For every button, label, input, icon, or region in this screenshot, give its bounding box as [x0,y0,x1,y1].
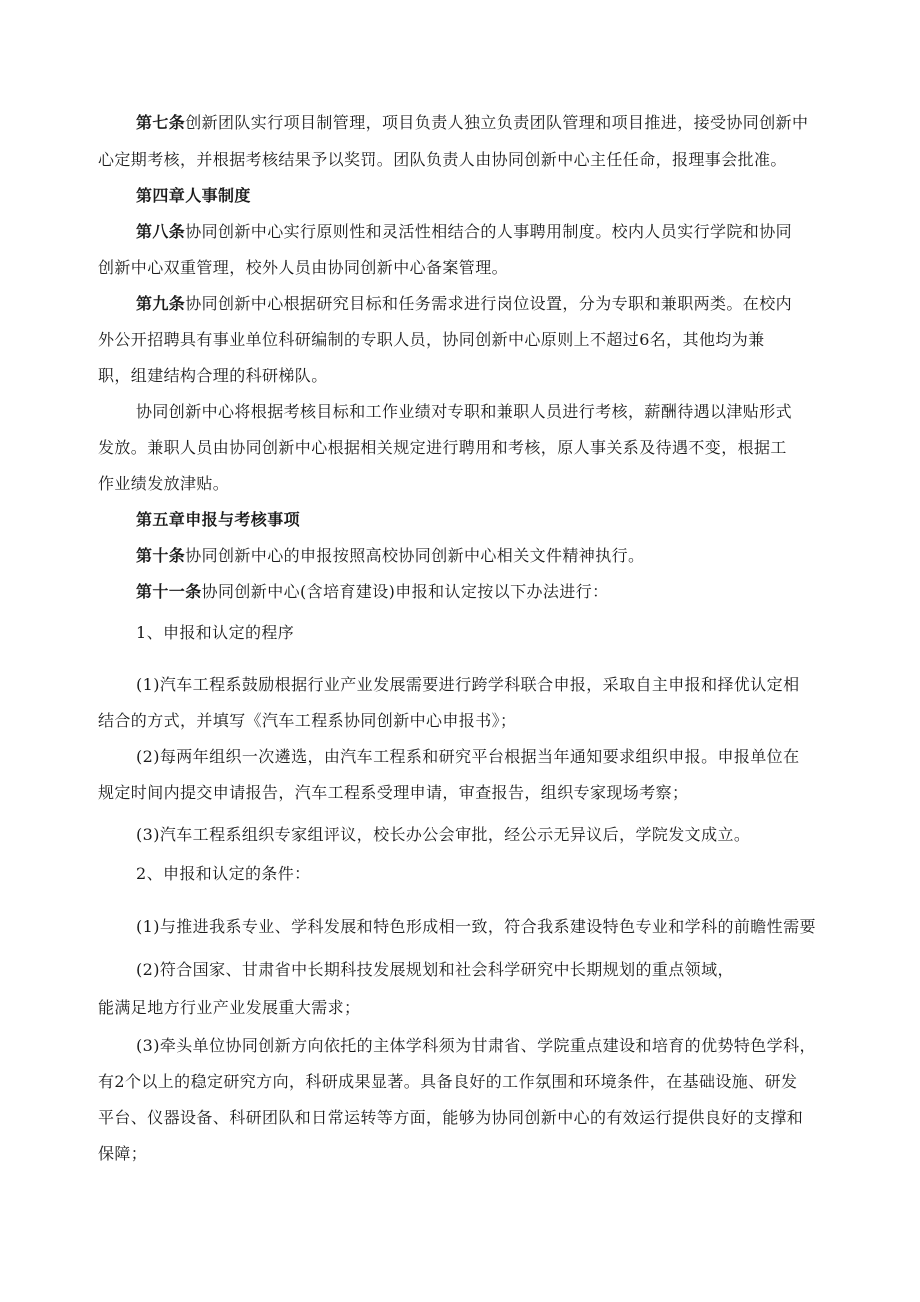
section-1-item-1-line-2: 结合的方式，并填写《汽车工程系协同创新中心申报书》； [98,711,517,730]
article-7-text: 创新团队实行项目制管理，项目负责人独立负责团队管理和项目推进，接受协同创新中 [185,113,809,132]
article-8-label: 第八条 [136,222,186,241]
section-1-item-3: (3)汽车工程系组织专家组评议，校长办公会审批，经公示无异议后，学院发文成立。 [136,825,751,844]
article-8-text: 协同创新中心实行原则性和灵活性相结合的人事聘用制度。校内人员实行学院和协同 [185,222,793,241]
section-1-item-2-line-2: 规定时间内提交申请报告，汽车工程系受理申请，审查报告，组织专家现场考察； [98,783,689,802]
article-10-line-1 [136,546,644,566]
article-7-line-2: 心定期考核，并根据考核结果予以奖罚。团队负责人由协同创新中心主任任命，报理事会批准。 [98,150,787,169]
section-1-item-1-line-1: (1)汽车工程系鼓励根据行业产业发展需要进行跨学科联合申报，采取自主申报和择优认定相 [136,675,800,694]
article-9-line-3: 职，组建结构合理的科研梯队。 [98,366,328,385]
article-10-text: 协同创新中心的申报按照高校协同创新中心相关文件精神执行。 [185,546,645,565]
article-11-text: 协同创新中心(含培育建设)申报和认定按以下办法进行： [201,582,609,601]
article-9-line-1 [136,294,792,314]
article-7-line-1 [136,113,808,133]
section-1-heading: 1、申报和认定的程序 [136,623,295,642]
chapter-4-heading: 第四章人事制度 [136,186,251,205]
section-2-item-1: (1)与推进我系专业、学科发展和特色形成相一致，符合我系建设特色专业和学科的前瞻性需要 [136,917,816,936]
article-9-text: 协同创新中心根据研究目标和任务需求进行岗位设置，分为专职和兼职两类。在校内 [185,294,793,313]
article-10-label: 第十条 [136,546,186,565]
article-8-line-1 [136,222,792,242]
article-8-line-2: 创新中心双重管理，校外人员由协同创新中心备案管理。 [98,258,509,277]
section-2-item-3-line-3: 平台、仪器设备、科研团队和日常运转等方面，能够为协同创新中心的有效运行提供良好的支撑和 [98,1108,804,1127]
article-11-line-1 [136,582,609,602]
article-11-label: 第十一条 [136,582,202,601]
section-2-heading: 2、申报和认定的条件： [136,864,311,883]
section-2-item-3-line-2: 有2个以上的稳定研究方向，科研成果显著。具备良好的工作氛围和环境条件，在基础设施、研发 [98,1072,798,1091]
article-7-label: 第七条 [136,113,186,132]
pay-paragraph-line-2: 发放。兼职人员由协同创新中心根据相关规定进行聘用和考核，原人事关系及待遇不变，根据工 [98,438,787,457]
section-2-item-3-line-1: (3)牵头单位协同创新方向依托的主体学科须为甘肃省、学院重点建设和培育的优势特色学科， [136,1036,816,1055]
pay-paragraph-line-1: 协同创新中心将根据考核目标和工作业绩对专职和兼职人员进行考核，薪酬待遇以津贴形式 [136,402,793,421]
chapter-5-heading: 第五章申报与考核事项 [136,510,301,529]
article-9-label: 第九条 [136,294,186,313]
section-2-item-2-line-1: (2)符合国家、甘肃省中长期科技发展规划和社会科学研究中长期规划的重点领域， [136,960,734,979]
section-2-item-2-line-2: 能满足地方行业产业发展重大需求； [98,998,361,1017]
article-9-line-2: 外公开招聘具有事业单位科研编制的专职人员，协同创新中心原则上不超过6名，其他均为兼 [98,330,765,349]
pay-paragraph-line-3: 作业绩发放津贴。 [98,474,230,493]
section-1-item-2-line-1: (2)每两年组织一次遴选，由汽车工程系和研究平台根据当年通知要求组织申报。申报单位在 [136,747,800,766]
section-2-item-3-line-4: 保障； [98,1144,148,1163]
